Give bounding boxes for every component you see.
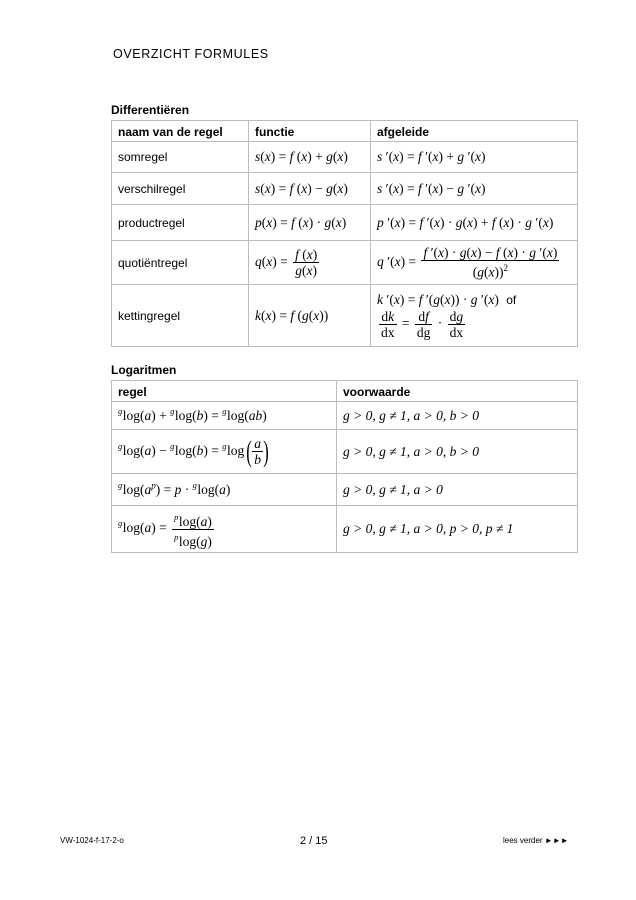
log-rule-formula: $^g\log(a^p) = p \cdot ^g\log(a)$ — [112, 474, 337, 506]
derivative-formula: s ′(x) = f ′(x) + g ′(x) — [371, 142, 578, 173]
log-condition: g > 0, g ≠ 1, a > 0, p > 0, p ≠ 1 — [337, 506, 578, 553]
column-header: voorwaarde — [337, 381, 578, 402]
page-title: OVERZICHT FORMULES — [113, 47, 269, 61]
derivative-formula: s ′(x) = f ′(x) − g ′(x) — [371, 173, 578, 205]
differentiation-table — [111, 120, 578, 347]
rule-name: kettingregel — [112, 285, 249, 347]
footer-page-number: 2 / 15 — [300, 835, 328, 847]
column-header: functie — [249, 121, 371, 142]
function-formula: s(x) = f (x) − g(x) — [249, 173, 371, 205]
section-title-logarithms: Logaritmen — [111, 363, 177, 377]
log-rule-formula: $^g$log(a) + $^g$log(b) = $^g$log(ab) — [112, 402, 337, 430]
table-row — [112, 506, 578, 553]
rule-name: productregel — [112, 205, 249, 241]
table-row — [112, 142, 578, 173]
rule-name: quotiëntregel — [112, 241, 249, 285]
column-header: afgeleide — [371, 121, 578, 142]
footer-continue-label: lees verder ►►► — [503, 836, 569, 845]
table-row — [112, 402, 578, 430]
function-formula: k(x) = f (g(x)) — [249, 285, 371, 347]
log-condition: g > 0, g ≠ 1, a > 0, b > 0 — [337, 430, 578, 474]
table-row — [112, 430, 578, 474]
function-formula: q(x) = $\frac{f (x)}{g(x)}$ — [249, 241, 371, 285]
footer-exam-code: VW-1024-f-17-2-o — [60, 836, 124, 845]
rule-name: somregel — [112, 142, 249, 173]
derivative-formula: q ′(x) = $\frac{f '(x) \cdot g(x) - f (x) \cdot g '(x)}{(g(x))^2}$ — [371, 241, 578, 285]
log-condition: g > 0, g ≠ 1, a > 0 — [337, 474, 578, 506]
derivative-formula: k ′(x) = f ′(g(x)) · g ′(x) of $\frac{dk}{dx}$ = $\frac{df}{dg}$ · $\frac{dg}{dx}$ — [371, 285, 578, 347]
table-row — [112, 474, 578, 506]
table-row — [112, 173, 578, 205]
table-row — [112, 241, 578, 285]
or-word: of — [506, 293, 517, 307]
log-rule-formula: $^g$log(a) = $\frac{^p\log(a)}{^p\log(g)}$ — [112, 506, 337, 553]
logarithm-table — [111, 380, 578, 553]
section-title-differentiation: Differentiëren — [111, 103, 190, 117]
rule-name: verschilregel — [112, 173, 249, 205]
log-condition: g > 0, g ≠ 1, a > 0, b > 0 — [337, 402, 578, 430]
table-row — [112, 205, 578, 241]
table-header-row — [112, 381, 578, 402]
function-formula: s(x) = f (x) + g(x) — [249, 142, 371, 173]
log-rule-formula: $^g$log(a) − $^g$log(b) = $^g$log( $\frac{a}{b}$ ) — [112, 430, 337, 474]
function-formula: p(x) = f (x) · g(x) — [249, 205, 371, 241]
column-header: regel — [112, 381, 337, 402]
table-header-row — [112, 121, 578, 142]
table-row — [112, 285, 578, 347]
column-header: naam van de regel — [112, 121, 249, 142]
derivative-formula: p ′(x) = f ′(x) · g(x) + f (x) · g ′(x) — [371, 205, 578, 241]
